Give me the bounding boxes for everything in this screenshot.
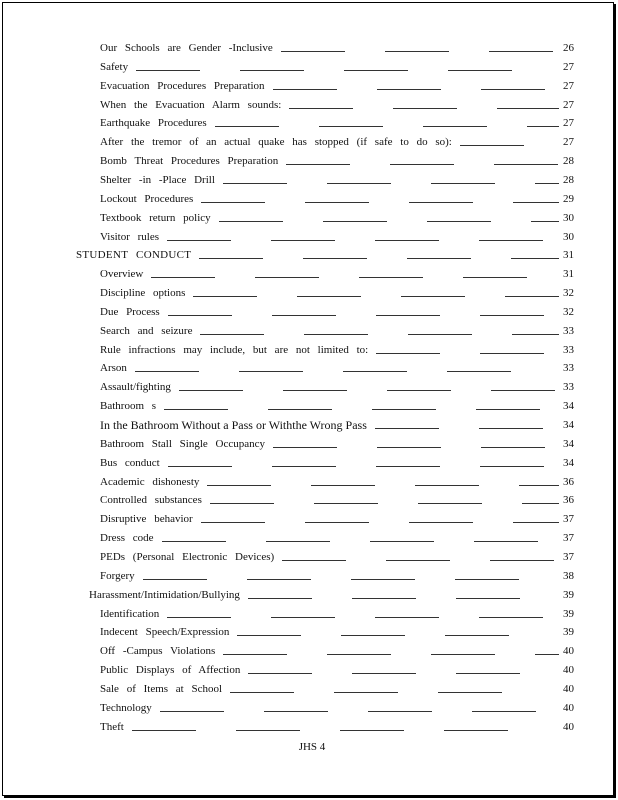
toc-leader-segment: [390, 164, 454, 165]
toc-leader-segment: [264, 711, 328, 712]
toc-leader-segment: [223, 654, 287, 655]
toc-leader-segment: [479, 240, 543, 241]
toc-leader: [223, 171, 559, 189]
toc-leader-segment: [375, 240, 439, 241]
toc-leader-segment: [240, 70, 304, 71]
toc-leader-segment: [271, 617, 335, 618]
toc-leader-segment: [281, 51, 345, 52]
toc-leader-segment: [431, 183, 495, 184]
toc-entry-label: Bomb Threat Procedures Preparation: [100, 155, 279, 168]
toc-entry[interactable]: [3, 322, 618, 340]
toc-leader-segment: [375, 617, 439, 618]
toc-entry-label: In the Bathroom Without a Pass or Withthe Wrong Pass: [100, 418, 367, 432]
toc-entry[interactable]: [3, 228, 618, 246]
toc-entry[interactable]: [3, 133, 618, 151]
toc-entry[interactable]: [3, 190, 618, 208]
toc-leader-segment: [513, 522, 559, 523]
toc-entry-label: PEDs (Personal Electronic Devices): [100, 550, 275, 563]
toc-leader-segment: [519, 485, 559, 486]
toc-entry-page: 37: [563, 550, 574, 563]
toc-entry-page: 39: [563, 607, 574, 620]
toc-leader-segment: [370, 541, 434, 542]
toc-leader-segment: [167, 240, 231, 241]
toc-leader: [168, 303, 559, 321]
toc-leader-segment: [289, 108, 353, 109]
toc-entry-label: Due Process: [100, 305, 160, 318]
toc-leader-segment: [491, 390, 555, 391]
toc-leader: [219, 209, 559, 227]
toc-leader-segment: [344, 70, 408, 71]
toc-entry[interactable]: [3, 435, 618, 453]
toc-leader-segment: [352, 673, 416, 674]
toc-entry[interactable]: [3, 265, 618, 283]
toc-leader-segment: [481, 447, 545, 448]
toc-entry-label: Arson: [100, 362, 127, 375]
toc-leader-segment: [522, 503, 559, 504]
toc-leader-segment: [210, 503, 274, 504]
toc-leader-segment: [494, 164, 558, 165]
toc-leader-segment: [327, 183, 391, 184]
toc-leader-segment: [207, 485, 271, 486]
toc-leader-segment: [480, 466, 544, 467]
toc-leader-segment: [168, 466, 232, 467]
toc-leader: [162, 529, 559, 547]
toc-leader-segment: [480, 315, 544, 316]
document-page: [2, 2, 614, 796]
toc-leader-segment: [479, 617, 543, 618]
toc-entry-label: Controlled substances: [100, 494, 202, 507]
toc-leader-segment: [314, 503, 378, 504]
toc-entry[interactable]: [3, 491, 618, 509]
toc-leader-segment: [474, 541, 538, 542]
toc-leader-segment: [375, 428, 439, 429]
toc-leader-segment: [323, 221, 387, 222]
toc-entry[interactable]: [3, 623, 618, 641]
toc-leader: [207, 473, 559, 491]
toc-entry-page: 34: [563, 456, 574, 469]
toc-leader: [375, 416, 559, 434]
toc-entry[interactable]: [3, 454, 618, 472]
toc-leader-segment: [512, 334, 559, 335]
toc-leader-segment: [438, 692, 502, 693]
toc-leader-segment: [387, 390, 451, 391]
toc-leader-segment: [200, 334, 264, 335]
toc-leader: [223, 642, 559, 660]
toc-entry-label: Forgery: [100, 569, 135, 582]
toc-leader: [135, 359, 559, 377]
toc-entry[interactable]: [3, 58, 618, 76]
toc-leader-segment: [239, 371, 303, 372]
toc-leader: [168, 454, 559, 472]
toc-leader-segment: [456, 598, 520, 599]
toc-entry-label: Bathroom Stall Single Occupancy: [100, 437, 265, 450]
toc-entry-label: When the Evacuation Alarm sounds:: [100, 98, 282, 111]
toc-entry-label: After the tremor of an actual quake has stopped (if safe to do so):: [100, 136, 452, 149]
toc-leader-segment: [343, 371, 407, 372]
toc-leader-segment: [272, 315, 336, 316]
toc-leader: [199, 246, 559, 264]
toc-leader-segment: [415, 485, 479, 486]
toc-leader-segment: [164, 409, 228, 410]
toc-leader-segment: [319, 126, 383, 127]
toc-entry-label: Visitor rules: [100, 230, 160, 243]
toc-leader: [143, 567, 559, 585]
toc-entry-label: Textbook return policy: [100, 211, 211, 224]
toc-leader-segment: [266, 541, 330, 542]
toc-entry-page: 31: [563, 249, 574, 262]
toc-entry[interactable]: [3, 605, 618, 623]
toc-leader-segment: [490, 560, 554, 561]
toc-entry[interactable]: [3, 209, 618, 227]
toc-entry[interactable]: [3, 359, 618, 377]
toc-entry-label: Theft: [100, 720, 124, 733]
toc-entry-page: 26: [563, 42, 574, 54]
toc-entry-page: 37: [563, 532, 574, 545]
toc-leader-segment: [271, 240, 335, 241]
toc-leader-segment: [160, 711, 224, 712]
toc-entry-page: 33: [563, 324, 574, 337]
toc-leader: [215, 114, 559, 132]
toc-leader-segment: [448, 70, 512, 71]
toc-leader: [376, 341, 559, 359]
toc-entry[interactable]: [3, 548, 618, 566]
toc-leader-segment: [351, 579, 415, 580]
toc-leader-segment: [303, 258, 367, 259]
toc-leader: [179, 378, 559, 396]
toc-leader-segment: [431, 654, 495, 655]
toc-leader-segment: [341, 635, 405, 636]
toc-entry[interactable]: [3, 680, 618, 698]
toc-leader-segment: [305, 202, 369, 203]
toc-entry[interactable]: [3, 77, 618, 95]
toc-leader-segment: [340, 730, 404, 731]
toc-leader-segment: [401, 296, 465, 297]
toc-leader-segment: [444, 730, 508, 731]
toc-entry-label: Assault/fighting: [100, 381, 171, 394]
toc-entry-page: 37: [563, 513, 574, 526]
toc-entry[interactable]: [3, 303, 618, 321]
toc-leader-segment: [463, 277, 527, 278]
toc-leader: [151, 265, 559, 283]
toc-entry-page: 34: [563, 437, 574, 450]
toc-leader-segment: [409, 202, 473, 203]
toc-leader-segment: [273, 447, 337, 448]
toc-entry-label: Bus conduct: [100, 456, 160, 469]
toc-entry[interactable]: [3, 661, 618, 679]
toc-leader-segment: [352, 598, 416, 599]
toc-entry-label: Overview: [100, 268, 144, 281]
toc-entry[interactable]: [3, 529, 618, 547]
toc-entry-page: 27: [563, 136, 574, 149]
toc-leader: [167, 605, 559, 623]
toc-leader: [160, 699, 559, 717]
toc-leader: [460, 133, 559, 151]
toc-leader-segment: [236, 730, 300, 731]
toc-leader: [248, 586, 559, 604]
toc-entry-label: Disruptive behavior: [100, 513, 193, 526]
toc-entry-page: 31: [563, 268, 574, 281]
toc-leader-segment: [179, 390, 243, 391]
toc-leader-segment: [248, 598, 312, 599]
toc-entry-page: 27: [563, 117, 574, 130]
toc-entry[interactable]: [3, 152, 618, 170]
toc-entry-page: 30: [563, 211, 574, 224]
toc-leader: [200, 322, 559, 340]
toc-leader-segment: [199, 258, 263, 259]
toc-entry-label: Our Schools are Gender -Inclusive: [100, 42, 273, 54]
toc-entry-label: Bathroom s: [100, 400, 157, 413]
toc-leader: [281, 39, 559, 57]
toc-leader-segment: [132, 730, 196, 731]
toc-entry-page: 28: [563, 155, 574, 168]
toc-leader-segment: [418, 503, 482, 504]
toc-entry-label: Harassment/Intimidation/Bullying: [89, 588, 240, 601]
toc-entry-label: Safety: [100, 60, 129, 73]
toc-leader: [289, 96, 559, 114]
toc-leader-segment: [409, 522, 473, 523]
toc-entry-label: Sale of Items at School: [100, 682, 223, 695]
toc-entry-label: Technology: [100, 701, 152, 714]
toc-leader: [282, 548, 559, 566]
toc-entry-label: Off -Campus Violations: [100, 645, 216, 658]
toc-entry-page: 39: [563, 626, 574, 639]
toc-leader-segment: [423, 126, 487, 127]
toc-leader: [210, 491, 559, 509]
toc-leader-segment: [223, 183, 287, 184]
toc-leader-segment: [456, 673, 520, 674]
toc-entry-label: Lockout Procedures: [100, 192, 194, 205]
toc-leader-segment: [193, 296, 257, 297]
toc-entry[interactable]: [3, 473, 618, 491]
toc-leader-segment: [531, 221, 559, 222]
toc-entry[interactable]: [3, 39, 618, 57]
toc-leader-segment: [162, 541, 226, 542]
toc-leader-segment: [151, 277, 215, 278]
toc-entry-page: 32: [563, 287, 574, 300]
toc-entry[interactable]: [3, 171, 618, 189]
toc-leader-segment: [489, 51, 553, 52]
toc-entry-page: 36: [563, 494, 574, 507]
toc-leader-segment: [215, 126, 279, 127]
toc-entry-page: 36: [563, 475, 574, 488]
toc-leader-segment: [201, 522, 265, 523]
toc-leader-segment: [393, 108, 457, 109]
toc-leader-segment: [427, 221, 491, 222]
toc-entry-page: 33: [563, 381, 574, 394]
toc-entry-page: 27: [563, 60, 574, 73]
toc-leader: [201, 510, 559, 528]
toc-leader-segment: [167, 617, 231, 618]
toc-entry-label: Academic dishonesty: [100, 475, 200, 488]
toc-entry-page: 33: [563, 362, 574, 375]
toc-leader-segment: [513, 202, 559, 203]
toc-leader-segment: [445, 635, 509, 636]
toc-entry-label: Discipline options: [100, 287, 186, 300]
toc-entry-page: 40: [563, 645, 574, 658]
toc-leader-segment: [481, 89, 545, 90]
toc-leader-segment: [377, 447, 441, 448]
toc-entry-page: 28: [563, 173, 574, 186]
toc-leader-segment: [286, 164, 350, 165]
toc-leader-segment: [268, 409, 332, 410]
toc-leader-segment: [376, 353, 440, 354]
toc-leader-segment: [247, 579, 311, 580]
toc-leader-segment: [368, 711, 432, 712]
toc-leader-segment: [527, 126, 559, 127]
toc-entry-label: Identification: [100, 607, 160, 620]
toc-entry-page: 40: [563, 701, 574, 714]
toc-leader-segment: [511, 258, 559, 259]
toc-leader: [248, 661, 559, 679]
toc-entry[interactable]: [3, 699, 618, 717]
toc-entry[interactable]: [3, 642, 618, 660]
toc-entry[interactable]: [3, 284, 618, 302]
toc-entry-label: Evacuation Procedures Preparation: [100, 79, 265, 92]
toc-leader-segment: [535, 654, 559, 655]
toc-entry-label: Shelter -in -Place Drill: [100, 173, 215, 186]
toc-leader-segment: [230, 692, 294, 693]
toc-entry[interactable]: [3, 96, 618, 114]
toc-leader-segment: [497, 108, 559, 109]
toc-leader-segment: [505, 296, 559, 297]
toc-entry[interactable]: [3, 246, 618, 264]
toc-leader-segment: [455, 579, 519, 580]
toc-leader-segment: [304, 334, 368, 335]
toc-leader-segment: [283, 390, 347, 391]
toc-entry-page: 27: [563, 79, 574, 92]
toc-leader-segment: [219, 221, 283, 222]
toc-leader-segment: [408, 334, 472, 335]
toc-leader: [164, 397, 559, 415]
toc-entry-page: 27: [563, 98, 574, 111]
toc-leader: [167, 228, 559, 246]
toc-leader: [193, 284, 559, 302]
toc-leader: [230, 680, 559, 698]
toc-leader: [237, 623, 559, 641]
toc-leader: [201, 190, 559, 208]
toc-entry-label: Search and seizure: [100, 324, 193, 337]
toc-entry[interactable]: [3, 397, 618, 415]
toc-leader-segment: [376, 315, 440, 316]
toc-entry[interactable]: [3, 416, 618, 434]
toc-entry-page: 39: [563, 588, 574, 601]
toc-leader-segment: [143, 579, 207, 580]
toc-entry-page: 34: [563, 400, 574, 413]
toc-leader-segment: [447, 371, 511, 372]
toc-entry-page: 40: [563, 720, 574, 733]
toc-entry-page: 34: [563, 419, 574, 431]
toc-entry[interactable]: [3, 341, 618, 359]
toc-entry-label: Rule infractions may include, but are not limited to:: [100, 343, 369, 356]
toc-entry[interactable]: [3, 378, 618, 396]
toc-leader: [273, 77, 559, 95]
toc-leader: [273, 435, 559, 453]
toc-leader-segment: [376, 466, 440, 467]
toc-leader-segment: [385, 51, 449, 52]
toc-leader-segment: [272, 466, 336, 467]
toc-entry-page: 40: [563, 682, 574, 695]
toc-leader-segment: [476, 409, 540, 410]
toc-leader-segment: [479, 428, 543, 429]
toc-leader-segment: [480, 353, 544, 354]
toc-leader-segment: [248, 673, 312, 674]
toc-leader-segment: [386, 560, 450, 561]
toc-leader: [132, 718, 559, 736]
toc-entry-label: STUDENT CONDUCT: [76, 249, 192, 262]
toc-entry-label: Earthquake Procedures: [100, 117, 207, 130]
toc-leader-segment: [136, 70, 200, 71]
toc-entry-page: 29: [563, 192, 574, 205]
toc-leader-segment: [255, 277, 319, 278]
page-footer: JHS 4: [298, 741, 326, 753]
toc-leader-segment: [460, 145, 524, 146]
toc-leader-segment: [237, 635, 301, 636]
toc-leader-segment: [297, 296, 361, 297]
toc-entry-label: Public Displays of Affection: [100, 664, 241, 677]
toc-entry-page: 30: [563, 230, 574, 243]
toc-leader-segment: [472, 711, 536, 712]
toc-leader-segment: [359, 277, 423, 278]
toc-entry[interactable]: [3, 114, 618, 132]
toc-entry[interactable]: [3, 510, 618, 528]
toc-leader: [286, 152, 559, 170]
toc-leader-segment: [377, 89, 441, 90]
toc-leader-segment: [535, 183, 559, 184]
toc-entry[interactable]: [3, 567, 618, 585]
toc-leader-segment: [135, 371, 199, 372]
toc-entry-label: Indecent Speech/Expression: [100, 626, 230, 639]
toc-leader-segment: [282, 560, 346, 561]
toc-entry-label: Dress code: [100, 532, 154, 545]
toc-leader-segment: [372, 409, 436, 410]
toc-entry-page: 33: [563, 343, 574, 356]
toc-entry-page: 38: [563, 569, 574, 582]
toc-leader-segment: [201, 202, 265, 203]
toc-entry[interactable]: [3, 718, 618, 736]
toc-entry[interactable]: [3, 586, 618, 604]
toc-entry-page: 32: [563, 305, 574, 318]
toc-leader-segment: [334, 692, 398, 693]
toc-leader-segment: [305, 522, 369, 523]
toc-leader-segment: [311, 485, 375, 486]
toc-leader-segment: [273, 89, 337, 90]
toc-entry-page: 40: [563, 664, 574, 677]
toc-leader: [136, 58, 559, 76]
toc-leader-segment: [168, 315, 232, 316]
toc-leader-segment: [327, 654, 391, 655]
toc-leader-segment: [407, 258, 471, 259]
